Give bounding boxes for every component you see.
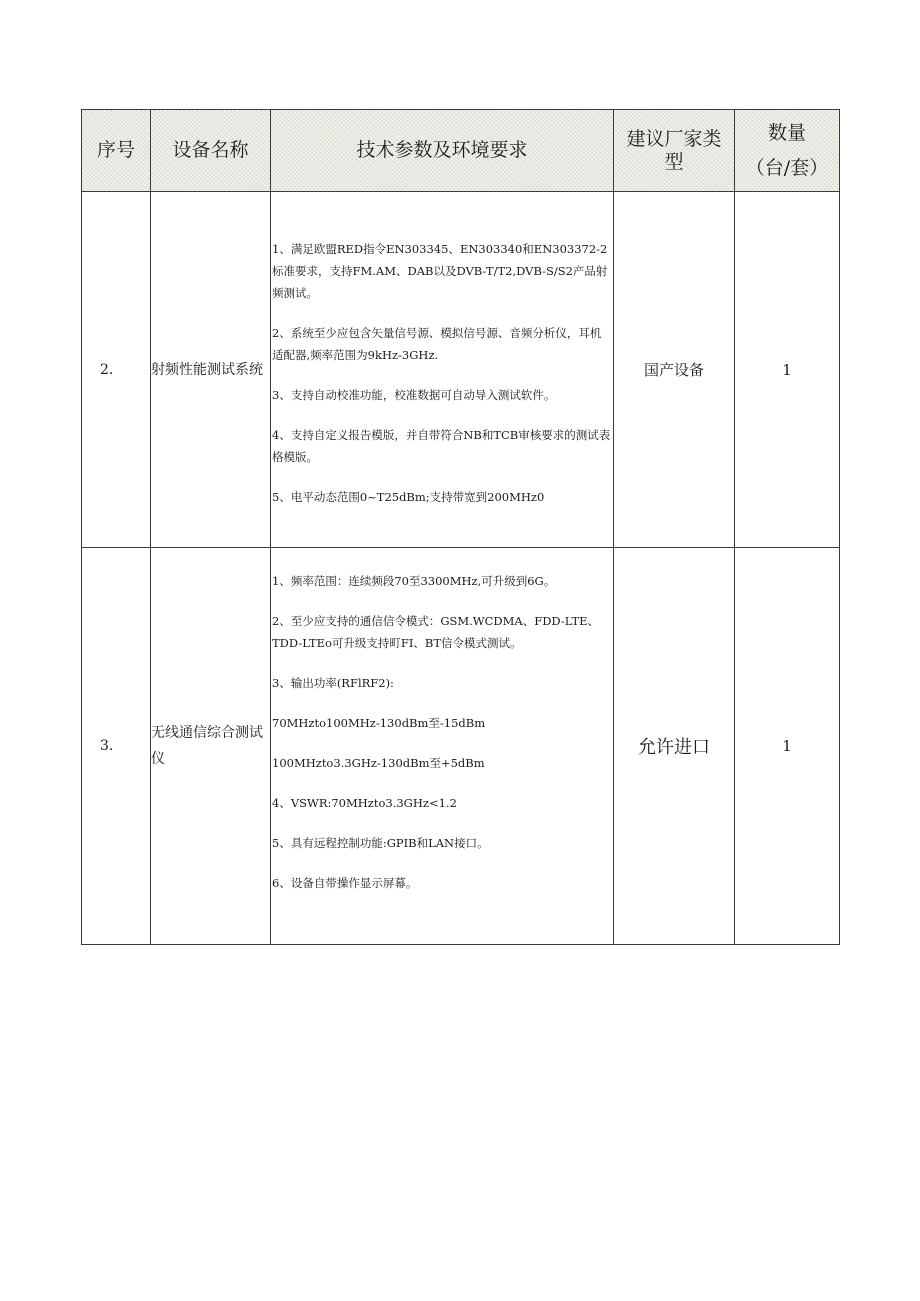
- table-row: [82, 548, 840, 945]
- header-device-name: 设备名称: [151, 110, 271, 192]
- header-quantity-line1: 数量: [767, 121, 806, 144]
- spec-item: 4、支持自定义报告模版，并自带符合NB和TCB审核要求的测试表格模版。: [272, 427, 611, 464]
- header-maker-type-line1: 建议厂家类: [626, 127, 722, 150]
- equipment-spec-table: [81, 109, 840, 945]
- header-maker-type: [614, 110, 735, 192]
- row-quantity: 1: [735, 192, 840, 548]
- header-quantity-line2: （台/套）: [745, 156, 829, 179]
- row-quantity: 1: [735, 548, 840, 945]
- spec-item: 1、满足欧盟RED指令EN303345、EN303340和EN303372-2标准要求，支持FM.AM、DAB以及DVB-T/T2,DVB-S/S2产品射频测试。: [272, 241, 608, 300]
- row-maker-type: 国产设备: [614, 192, 735, 548]
- row-seq: 2.: [82, 192, 151, 548]
- row-device-name-line1: 无线通信综合测试: [151, 725, 263, 741]
- spec-item: 5、具有远程控制功能:GPIB和LAN接口。: [272, 836, 489, 850]
- header-specs: 技术参数及环境要求: [271, 110, 614, 192]
- spec-item: 70MHzto100MHz-130dBm至-15dBm: [272, 716, 486, 730]
- header-maker-type-line2: 型: [664, 150, 684, 173]
- spec-item: 3、输出功率(RFlRF2):: [272, 676, 394, 690]
- row-device-name: [151, 548, 271, 945]
- table-row: [82, 192, 840, 548]
- row-device-name: 射频性能测试系统: [151, 192, 271, 548]
- row-seq: 3.: [82, 548, 151, 945]
- row-specs: [271, 548, 614, 945]
- spec-item: 4、VSWR:70MHzto3.3GHz<1.2: [272, 796, 457, 810]
- spec-item: 100MHzto3.3GHz-130dBm至+5dBm: [272, 756, 485, 770]
- row-device-name-line2: 仪: [151, 751, 165, 767]
- row-maker-type: 允许进口: [614, 548, 735, 945]
- spec-item: 2、系统至少应包含矢量信号源、模拟信号源、音频分析仪，耳机适配器,频率范围为9kHz-3GHz.: [272, 325, 602, 362]
- row-specs: [271, 192, 614, 548]
- spec-item: 2、至少应支持的通信信令模式：GSM.WCDMA、FDD-LTE、TDD-LTEo可升级支持町FI、BT信令模式测试。: [272, 614, 600, 650]
- header-seq: 序号: [82, 110, 151, 192]
- spec-item: 3、支持自动校准功能，校准数据可自动导入测试软件。: [272, 387, 556, 402]
- spec-item: 5、电平动态范围0~T25dBm;支持带宽到200MHz0: [272, 489, 545, 504]
- header-quantity: [735, 110, 840, 192]
- spec-item: 6、设备自带操作显示屏幕。: [272, 876, 418, 890]
- spec-item: 1、频率范围：连续频段70至3300MHz,可升级到6G。: [272, 574, 556, 588]
- table-header-row: [82, 110, 840, 192]
